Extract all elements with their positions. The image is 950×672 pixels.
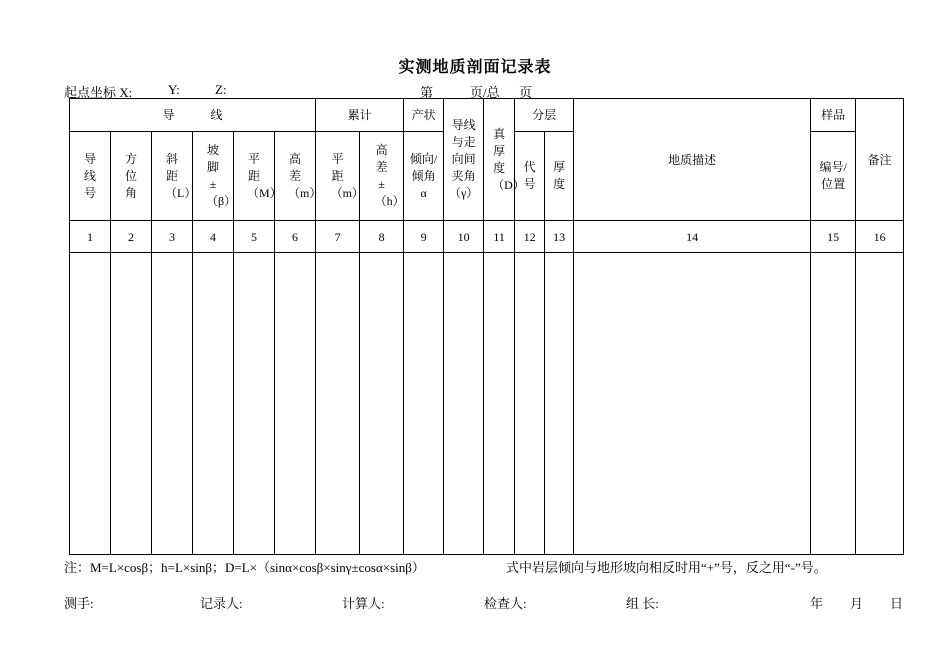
column-number: 9	[404, 221, 444, 253]
group-header-chanzhuang: 产状	[404, 99, 444, 132]
column-number: 5	[234, 221, 275, 253]
sign-rule-note: 式中岩层倾向与地形坡向相反时用“+”号，反之用“-”号。	[506, 560, 827, 575]
col-header-zhenhoudu: 真厚度（D）	[484, 99, 515, 221]
entry-cell-pojiao[interactable]	[193, 253, 234, 555]
column-number: 6	[275, 221, 316, 253]
column-number: 13	[545, 221, 574, 253]
data-entry-row	[70, 253, 904, 555]
start-coordinate-x-label: 起点坐标 X:	[64, 85, 133, 100]
column-number: 4	[193, 221, 234, 253]
date-month-label: 月	[850, 596, 864, 611]
date-day-label: 日	[890, 596, 904, 611]
entry-cell-leiji-gaocha[interactable]	[360, 253, 404, 555]
group-header-daoxian: 导 线	[70, 99, 316, 132]
entry-cell-zhenhoudu[interactable]	[484, 253, 515, 555]
column-number: 15	[811, 221, 856, 253]
formula-note: 注：M=L×cosβ；h=L×sinβ；D=L×（sinα×cosβ×sinγ±cosα×sinβ）	[64, 560, 425, 575]
coordinate-z-label: Z:	[215, 82, 227, 97]
column-number: 1	[70, 221, 111, 253]
column-number: 10	[444, 221, 484, 253]
col-header-xieju: 斜距（L）	[152, 132, 193, 221]
column-number: 8	[360, 221, 404, 253]
col-header-qingxiang-qingjiao: 倾向/倾角α	[404, 132, 444, 221]
entry-cell-qingxiang[interactable]	[404, 253, 444, 555]
ceshou-label: 测手:	[64, 596, 94, 611]
page-title: 实测地质剖面记录表	[398, 59, 552, 76]
entry-cell-daoxianhao[interactable]	[70, 253, 111, 555]
entry-cell-leiji-pingju[interactable]	[316, 253, 360, 555]
jianchaen-label: 检查人:	[484, 596, 527, 611]
col-header-bianhao-weizhi: 编号/位置	[811, 132, 856, 221]
geology-record-table	[69, 98, 904, 555]
col-header-dizhi-miaoshu: 地质描述	[574, 99, 811, 221]
group-header-yangpin: 样品	[811, 99, 856, 132]
column-number: 16	[856, 221, 904, 253]
col-header-pojiao: 坡脚±（β）	[193, 132, 234, 221]
entry-cell-daihao[interactable]	[515, 253, 545, 555]
column-number: 3	[152, 221, 193, 253]
jiluren-label: 记录人:	[200, 596, 243, 611]
column-number: 2	[111, 221, 152, 253]
column-number: 14	[574, 221, 811, 253]
col-header-pingju: 平距（M）	[234, 132, 275, 221]
entry-cell-jiajiao[interactable]	[444, 253, 484, 555]
page-end-label: 页	[519, 85, 533, 100]
col-header-daoxianhao: 导线号	[70, 132, 111, 221]
entry-cell-bianhao[interactable]	[811, 253, 856, 555]
entry-cell-houdu[interactable]	[545, 253, 574, 555]
entry-cell-beizhu[interactable]	[856, 253, 904, 555]
entry-cell-pingju[interactable]	[234, 253, 275, 555]
column-number-row	[70, 221, 904, 253]
col-header-leiji-gaocha: 高差±（h）	[360, 132, 404, 221]
coordinate-y-label: Y:	[168, 82, 180, 97]
col-header-fangweijiao: 方位角	[111, 132, 152, 221]
group-header-leiji: 累计	[316, 99, 404, 132]
page-total-label: 页/总	[470, 85, 500, 100]
zuzhang-label: 组 长:	[626, 596, 659, 611]
column-number: 11	[484, 221, 515, 253]
column-number: 7	[316, 221, 360, 253]
col-header-beizhu: 备注	[856, 99, 904, 221]
entry-cell-xieju[interactable]	[152, 253, 193, 555]
jisuanren-label: 计算人:	[342, 596, 385, 611]
entry-cell-fangweijiao[interactable]	[111, 253, 152, 555]
entry-cell-gaocha[interactable]	[275, 253, 316, 555]
column-number: 12	[515, 221, 545, 253]
group-header-fenceng: 分层	[515, 99, 574, 132]
col-header-gaocha: 高差（m）	[275, 132, 316, 221]
page-number-label: 第	[420, 85, 434, 100]
col-header-houdu: 厚度	[545, 132, 574, 221]
date-year-label: 年	[810, 596, 824, 611]
col-header-jiajiao: 导线与走向间夹角（γ）	[444, 99, 484, 221]
col-header-leiji-pingju: 平距（m）	[316, 132, 360, 221]
col-header-daihao: 代号	[515, 132, 545, 221]
entry-cell-dizhi-miaoshu[interactable]	[574, 253, 811, 555]
